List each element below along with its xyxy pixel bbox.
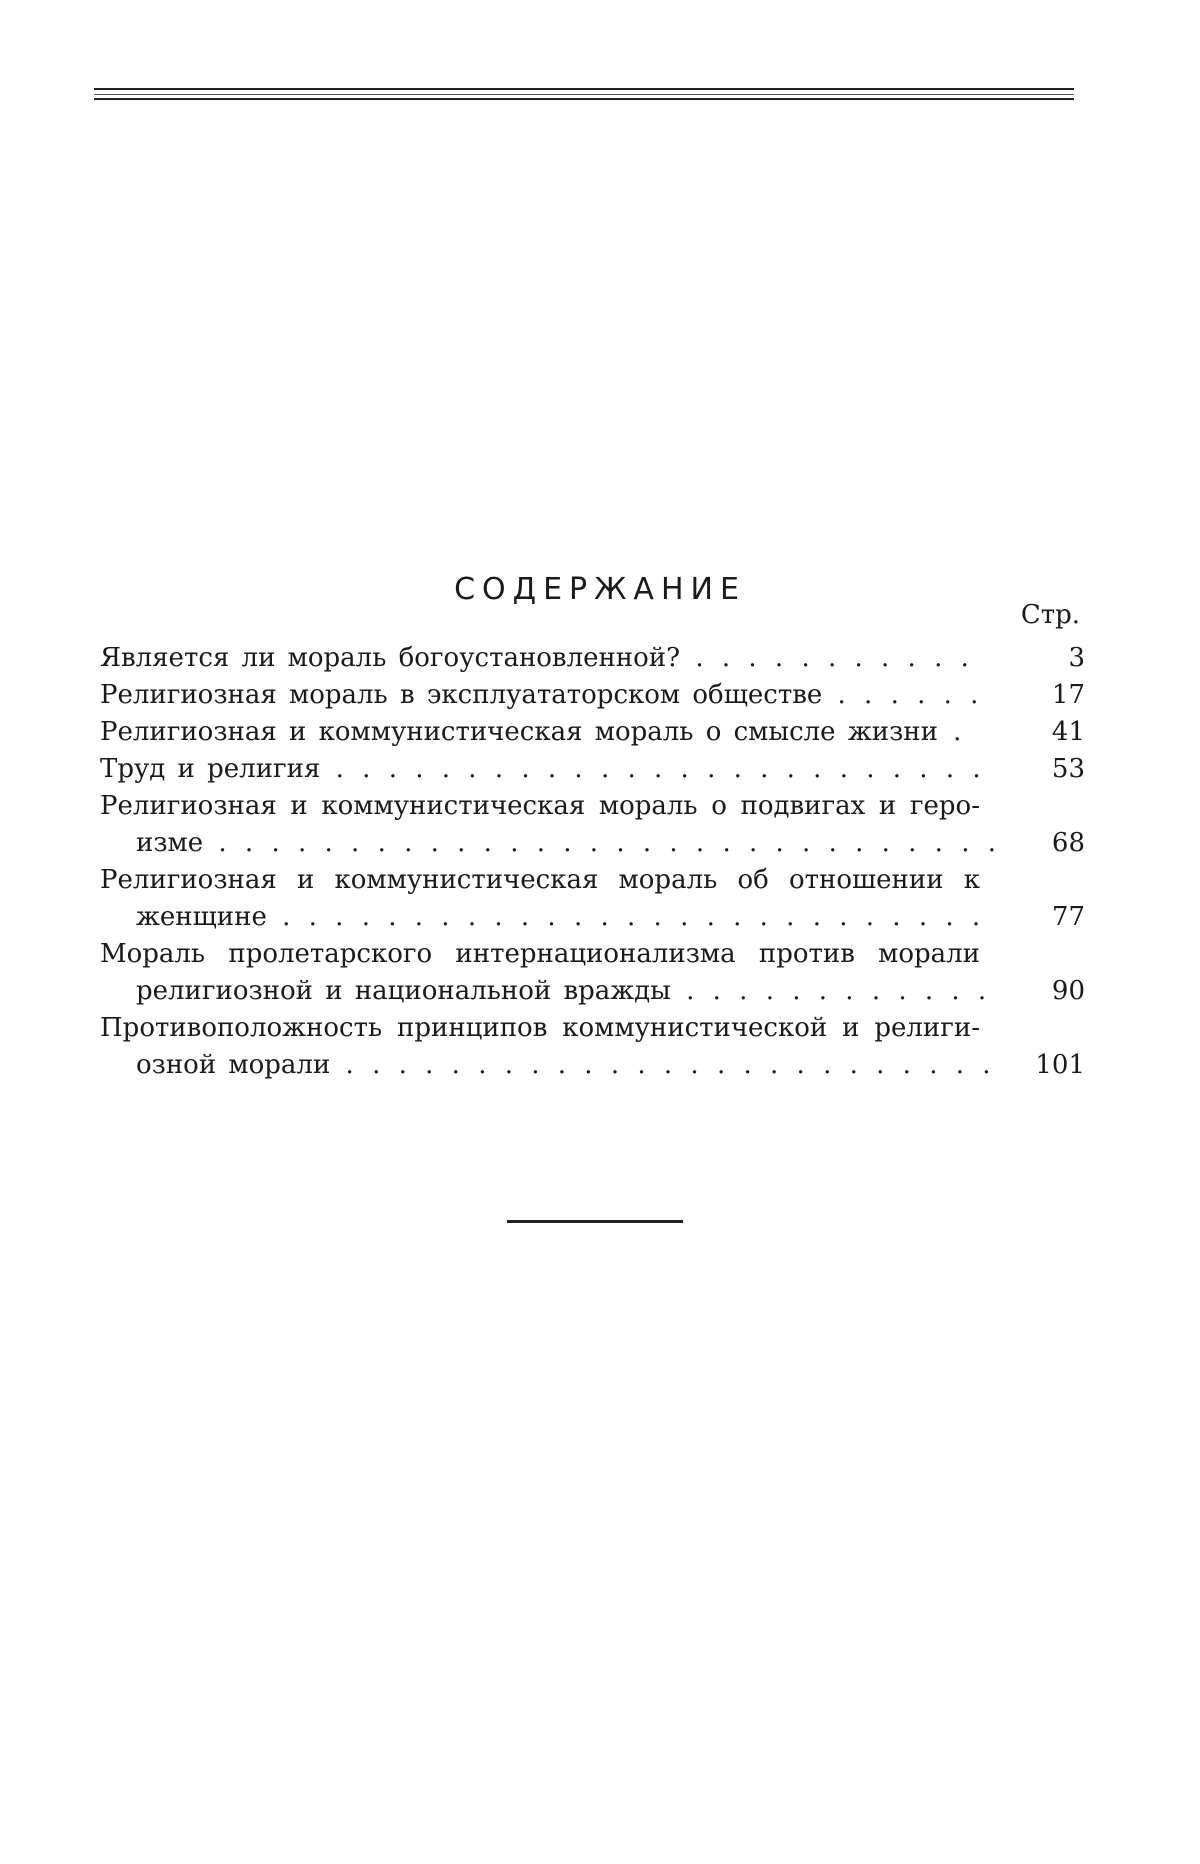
toc-entry-title-line: озной морали . . .	[136, 1047, 996, 1084]
toc-entry	[100, 788, 1085, 862]
rule-line	[94, 98, 1074, 100]
toc-entry-page: 17	[1051, 680, 1085, 710]
page-column-label: Стр.	[1020, 600, 1080, 630]
toc-entry-title-line: Религиозная и коммунистическая мораль о подвигах и геро-	[100, 791, 980, 821]
toc-entry-title: Труд и религия . . .	[100, 751, 980, 788]
toc-entry-page: 53	[1051, 754, 1085, 784]
toc-entry-title-line: женщине . . .	[136, 899, 996, 936]
toc-entry	[100, 751, 1085, 788]
toc-entry	[100, 677, 1085, 714]
toc-entry-title-line: Мораль пролетарского интернационализма против морали	[100, 939, 980, 969]
toc-entry-page: 90	[1051, 976, 1085, 1006]
toc-entry	[100, 714, 1085, 751]
rule-line	[94, 88, 1074, 90]
toc-entry	[100, 1010, 1085, 1084]
toc-entry-page: 3	[1068, 643, 1085, 673]
toc-entry-title-line: изме . . .	[136, 825, 996, 862]
toc-entry-page: 77	[1051, 902, 1085, 932]
toc-entry	[100, 862, 1085, 936]
toc-list	[100, 640, 1085, 1084]
toc-entry	[100, 640, 1085, 677]
toc-entry-title: Религиозная и коммунистическая мораль о смысле жизни . . .	[100, 714, 980, 751]
toc-entry-page: 101	[1035, 1050, 1085, 1080]
toc-entry-title-line: религиозной и национальной вражды . . .	[136, 973, 996, 1010]
top-decorative-rule	[94, 86, 1074, 104]
toc-entry-title: Является ли мораль богоустановленной? . . .	[100, 640, 980, 677]
bottom-decorative-rule	[507, 1220, 683, 1223]
toc-entry	[100, 936, 1085, 1010]
toc-entry-page: 68	[1051, 828, 1085, 858]
toc-title: СОДЕРЖАНИЕ	[454, 572, 746, 608]
rule-line	[94, 94, 1074, 95]
toc-entry-page: 41	[1051, 717, 1085, 747]
toc-entry-title: Религиозная мораль в эксплуататорском обществе . . .	[100, 677, 980, 714]
toc-entry-title-line: Религиозная и коммунистическая мораль об отношении к	[100, 865, 980, 895]
toc-entry-title-line: Противоположность принципов коммунистической и религи-	[100, 1013, 980, 1043]
